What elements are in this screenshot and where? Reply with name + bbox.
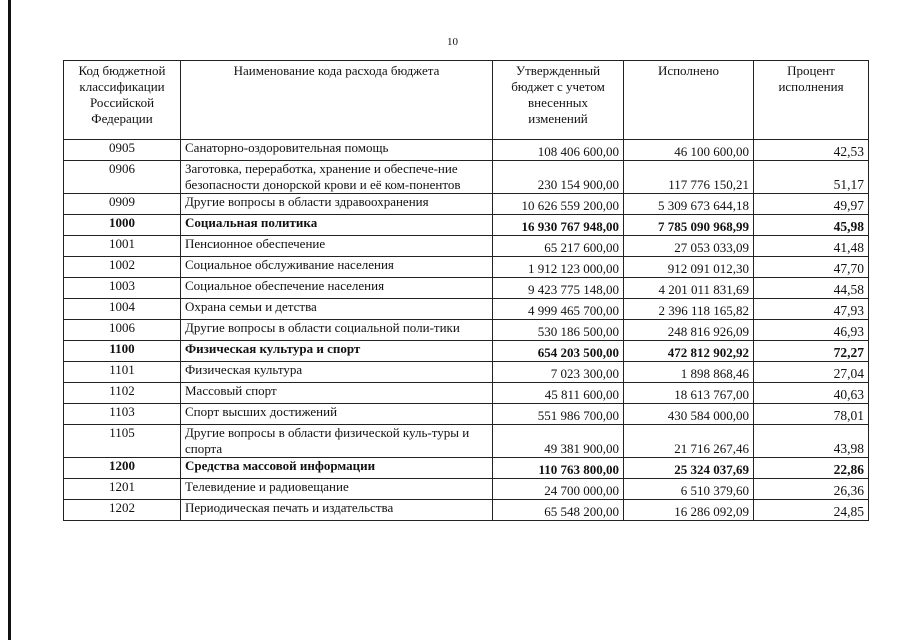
table-row	[64, 479, 869, 500]
row-name: Массовый спорт	[181, 383, 493, 404]
row-executed: 912 091 012,30	[624, 257, 754, 278]
row-percent: 49,97	[754, 194, 869, 215]
row-percent: 47,93	[754, 299, 869, 320]
row-executed: 4 201 011 831,69	[624, 278, 754, 299]
row-name: Периодическая печать и издательства	[181, 500, 493, 521]
row-percent: 51,17	[754, 161, 869, 194]
row-approved: 4 999 465 700,00	[493, 299, 624, 320]
table-row	[64, 215, 869, 236]
table-row	[64, 500, 869, 521]
row-approved: 9 423 775 148,00	[493, 278, 624, 299]
table-header-row	[64, 61, 869, 140]
row-percent: 46,93	[754, 320, 869, 341]
table-row	[64, 362, 869, 383]
row-executed: 430 584 000,00	[624, 404, 754, 425]
row-code: 1200	[64, 458, 181, 479]
row-code: 1001	[64, 236, 181, 257]
row-name: Заготовка, переработка, хранение и обеспече-ние безопасности донорской крови и её ком-понентов	[181, 161, 493, 194]
row-name: Социальное обслуживание населения	[181, 257, 493, 278]
row-name: Пенсионное обеспечение	[181, 236, 493, 257]
row-percent: 78,01	[754, 404, 869, 425]
row-name: Физическая культура	[181, 362, 493, 383]
row-percent: 24,85	[754, 500, 869, 521]
row-percent: 47,70	[754, 257, 869, 278]
row-approved: 1 912 123 000,00	[493, 257, 624, 278]
row-executed: 1 898 868,46	[624, 362, 754, 383]
row-approved: 530 186 500,00	[493, 320, 624, 341]
table-row	[64, 320, 869, 341]
row-code: 1003	[64, 278, 181, 299]
row-code: 1100	[64, 341, 181, 362]
row-approved: 230 154 900,00	[493, 161, 624, 194]
row-executed: 25 324 037,69	[624, 458, 754, 479]
row-name: Санаторно-оздоровительная помощь	[181, 140, 493, 161]
table-row	[64, 194, 869, 215]
row-name: Спорт высших достижений	[181, 404, 493, 425]
row-approved: 45 811 600,00	[493, 383, 624, 404]
row-approved: 24 700 000,00	[493, 479, 624, 500]
row-approved: 49 381 900,00	[493, 425, 624, 458]
table-row	[64, 161, 869, 194]
header-execution-percent: Процент исполнения	[754, 61, 869, 140]
row-approved: 65 548 200,00	[493, 500, 624, 521]
page-number: 10	[447, 36, 458, 48]
header-executed: Исполнено	[624, 61, 754, 140]
row-executed: 7 785 090 968,99	[624, 215, 754, 236]
row-name: Социальная политика	[181, 215, 493, 236]
header-budget-code: Код бюджетной классификации Российской Федерации	[64, 61, 181, 140]
row-percent: 43,98	[754, 425, 869, 458]
row-approved: 16 930 767 948,00	[493, 215, 624, 236]
row-approved: 110 763 800,00	[493, 458, 624, 479]
row-percent: 40,63	[754, 383, 869, 404]
row-executed: 21 716 267,46	[624, 425, 754, 458]
row-percent: 42,53	[754, 140, 869, 161]
row-code: 1101	[64, 362, 181, 383]
table-row	[64, 383, 869, 404]
row-executed: 27 053 033,09	[624, 236, 754, 257]
row-code: 1202	[64, 500, 181, 521]
row-code: 1002	[64, 257, 181, 278]
row-name: Физическая культура и спорт	[181, 341, 493, 362]
table-row	[64, 278, 869, 299]
table-row	[64, 458, 869, 479]
row-approved: 7 023 300,00	[493, 362, 624, 383]
header-approved-budget: Утвержденный бюджет с учетом внесенных изменений	[493, 61, 624, 140]
row-name: Телевидение и радиовещание	[181, 479, 493, 500]
row-percent: 72,27	[754, 341, 869, 362]
row-name: Другие вопросы в области социальной поли-тики	[181, 320, 493, 341]
row-percent: 41,48	[754, 236, 869, 257]
table-row	[64, 257, 869, 278]
row-code: 0909	[64, 194, 181, 215]
table-row	[64, 341, 869, 362]
row-code: 1006	[64, 320, 181, 341]
row-approved: 65 217 600,00	[493, 236, 624, 257]
row-code: 0906	[64, 161, 181, 194]
row-executed: 6 510 379,60	[624, 479, 754, 500]
row-name: Другие вопросы в области физической куль-туры и спорта	[181, 425, 493, 458]
row-code: 1201	[64, 479, 181, 500]
row-executed: 472 812 902,92	[624, 341, 754, 362]
row-name: Охрана семьи и детства	[181, 299, 493, 320]
table-row	[64, 236, 869, 257]
row-percent: 27,04	[754, 362, 869, 383]
row-executed: 5 309 673 644,18	[624, 194, 754, 215]
row-executed: 16 286 092,09	[624, 500, 754, 521]
row-approved: 10 626 559 200,00	[493, 194, 624, 215]
table-row	[64, 425, 869, 458]
table-row	[64, 404, 869, 425]
budget-execution-table	[63, 60, 869, 521]
row-executed: 46 100 600,00	[624, 140, 754, 161]
row-percent: 44,58	[754, 278, 869, 299]
row-percent: 45,98	[754, 215, 869, 236]
row-approved: 551 986 700,00	[493, 404, 624, 425]
row-code: 1004	[64, 299, 181, 320]
row-percent: 22,86	[754, 458, 869, 479]
row-executed: 248 816 926,09	[624, 320, 754, 341]
row-executed: 2 396 118 165,82	[624, 299, 754, 320]
row-code: 1000	[64, 215, 181, 236]
row-name: Другие вопросы в области здравоохранения	[181, 194, 493, 215]
row-approved: 654 203 500,00	[493, 341, 624, 362]
row-code: 1103	[64, 404, 181, 425]
row-executed: 18 613 767,00	[624, 383, 754, 404]
row-name: Средства массовой информации	[181, 458, 493, 479]
row-percent: 26,36	[754, 479, 869, 500]
row-code: 0905	[64, 140, 181, 161]
row-approved: 108 406 600,00	[493, 140, 624, 161]
header-expense-name: Наименование кода расхода бюджета	[181, 61, 493, 140]
table-row	[64, 140, 869, 161]
row-code: 1105	[64, 425, 181, 458]
row-code: 1102	[64, 383, 181, 404]
row-executed: 117 776 150,21	[624, 161, 754, 194]
table-body	[64, 140, 869, 521]
table-row	[64, 299, 869, 320]
scan-edge-bar	[8, 0, 11, 640]
row-name: Социальное обеспечение населения	[181, 278, 493, 299]
